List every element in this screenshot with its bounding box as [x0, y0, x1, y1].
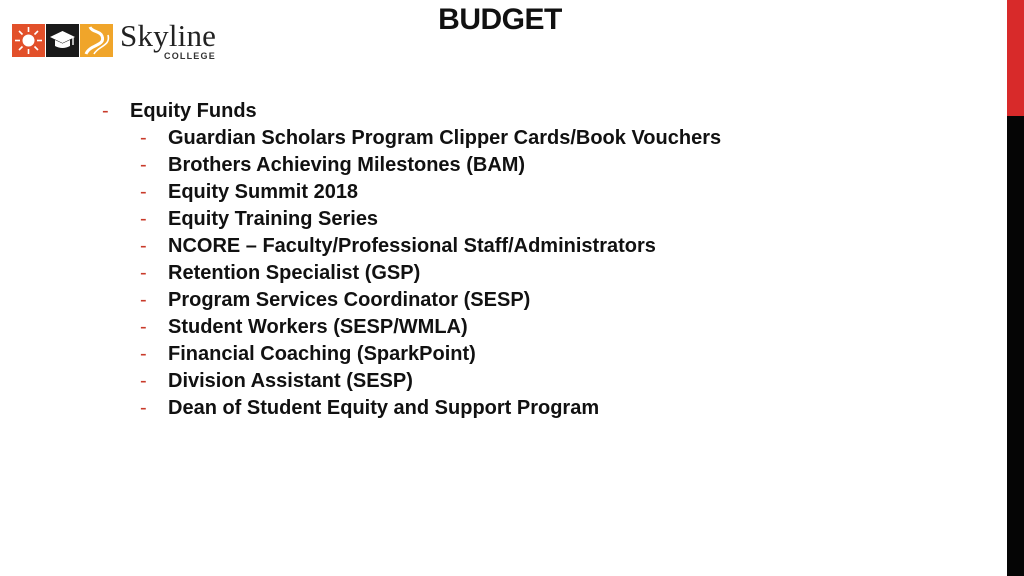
side-accent-bar-red	[1007, 0, 1024, 116]
slide-title: BUDGET	[438, 3, 562, 36]
list-item-text: Dean of Student Equity and Support Program	[168, 397, 600, 419]
list-item-text: Guardian Scholars Program Clipper Cards/Book Vouchers	[168, 127, 722, 149]
logo-name: Skyline	[120, 17, 217, 53]
bullet-dash: -	[140, 289, 147, 311]
list-item	[140, 125, 721, 152]
bullet-dash: -	[140, 235, 147, 257]
list-item	[140, 287, 721, 314]
list-item-text: Equity Summit 2018	[168, 181, 359, 203]
road-icon	[80, 24, 113, 57]
list-item-text: Equity Training Series	[168, 208, 379, 230]
list-item	[140, 368, 721, 395]
list-item	[140, 206, 721, 233]
list-item	[140, 314, 721, 341]
list-item-text: NCORE – Faculty/Professional Staff/Administrators	[168, 235, 656, 257]
bullet-dash: -	[140, 316, 147, 338]
bullet-dash: -	[140, 154, 147, 176]
bullet-dash: -	[140, 127, 147, 149]
bullet-dash: -	[102, 100, 109, 122]
list-item	[140, 395, 721, 422]
bullet-dash: -	[140, 397, 147, 419]
bullet-dash: -	[140, 343, 147, 365]
list-item-text: Equity Funds	[130, 100, 257, 122]
list-item-text: Brothers Achieving Milestones (BAM)	[168, 154, 526, 176]
side-accent-bar-black	[1007, 116, 1024, 576]
list-item	[140, 341, 721, 368]
sun-icon	[12, 24, 45, 57]
list-item	[140, 179, 721, 206]
list-item-text: Retention Specialist (GSP)	[168, 262, 421, 284]
skyline-college-logo	[12, 16, 216, 64]
list-item	[140, 152, 721, 179]
bullet-dash: -	[140, 262, 147, 284]
sub-list	[140, 125, 721, 422]
list-item-top	[102, 98, 721, 125]
graduation-cap-icon	[46, 24, 79, 57]
list-item-text: Program Services Coordinator (SESP)	[168, 289, 531, 311]
bullet-dash: -	[140, 208, 147, 230]
list-item-text: Financial Coaching (SparkPoint)	[168, 343, 476, 365]
bullet-dash: -	[140, 370, 147, 392]
bullet-dash: -	[140, 181, 147, 203]
list-item-text: Student Workers (SESP/WMLA)	[168, 316, 468, 338]
logo-subtitle: COLLEGE	[164, 50, 216, 61]
list-item	[140, 260, 721, 287]
list-item-text: Division Assistant (SESP)	[168, 370, 413, 392]
bullet-list	[102, 98, 721, 422]
list-item	[140, 233, 721, 260]
